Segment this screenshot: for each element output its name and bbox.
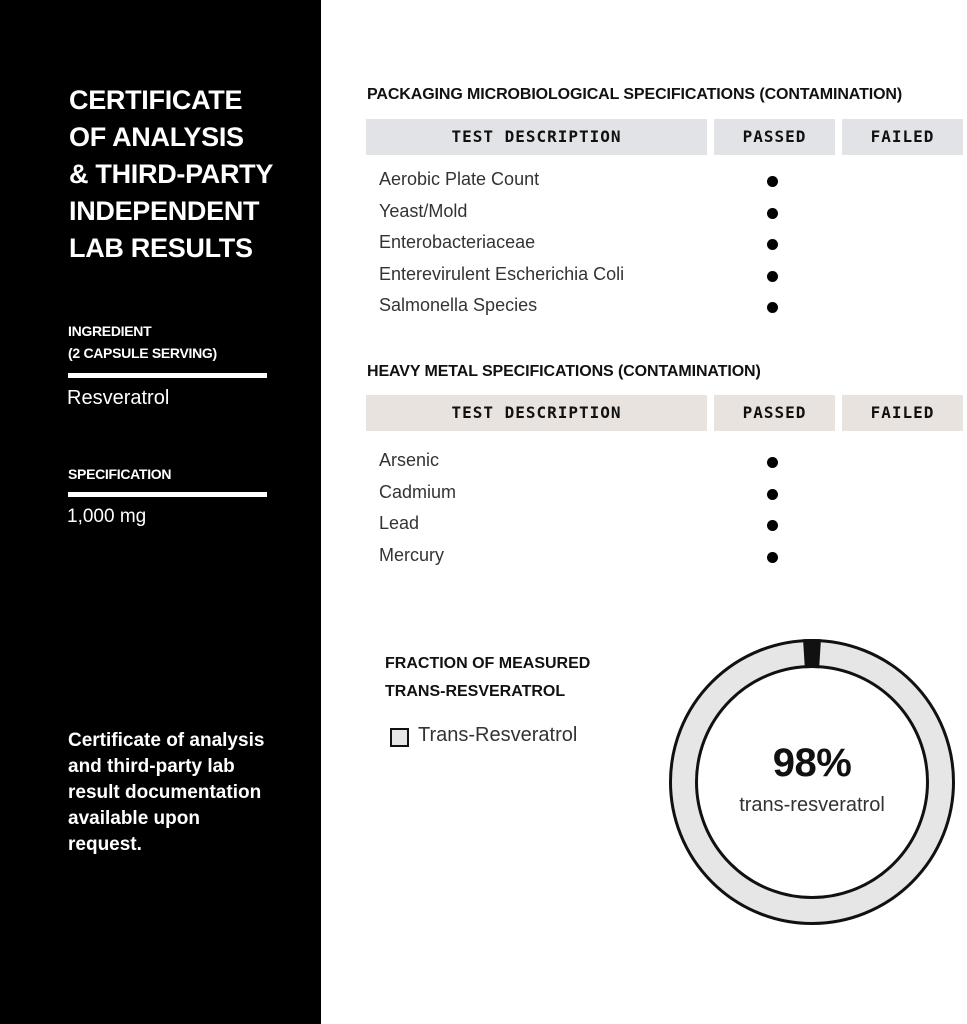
donut-caption: trans-resveratrol — [739, 794, 885, 816]
result-passed-dot — [767, 208, 778, 219]
result-passed-dot — [767, 489, 778, 500]
table-row-label: Mercury — [379, 544, 445, 565]
result-passed-dot — [767, 271, 778, 282]
specification-value: 1,000 mg — [67, 506, 147, 527]
sidebar — [0, 0, 321, 1024]
heavy-metal-section-title: HEAVY METAL SPECIFICATIONS (CONTAMINATION) — [367, 363, 761, 380]
table-row-label: Salmonella Species — [379, 295, 538, 315]
microbiological-section-title: PACKAGING MICROBIOLOGICAL SPECIFICATIONS (CONTAMINATION) — [367, 86, 903, 103]
metal-header-description: TEST DESCRIPTION — [366, 395, 707, 431]
table-row-label: Enterobacteriaceae — [379, 232, 536, 252]
fraction-title: FRACTION OF MEASURED TRANS-RESVERATROL — [385, 655, 591, 700]
specification-label: SPECIFICATION — [68, 466, 172, 482]
result-passed-dot — [767, 552, 778, 563]
table-row-label: Aerobic Plate Count — [379, 169, 540, 189]
table-row-label: Arsenic — [379, 450, 440, 470]
specification-divider — [68, 492, 267, 497]
documentation-note: Certificate of analysis and third-party lab result documentation available upon request. — [68, 730, 265, 855]
result-passed-dot — [767, 302, 778, 313]
ingredient-value: Resveratrol — [67, 387, 170, 409]
ingredient-label: INGREDIENT (2 CAPSULE SERVING) — [68, 323, 217, 361]
micro-header-description: TEST DESCRIPTION — [366, 119, 707, 155]
legend-swatch — [390, 728, 409, 747]
metal-header-passed: PASSED — [714, 395, 835, 431]
table-row-label: Enterevirulent Escherichia Coli — [379, 263, 625, 284]
metal-header-failed: FAILED — [842, 395, 963, 431]
donut-slice-remainder — [803, 639, 821, 668]
micro-header-failed: FAILED — [842, 119, 963, 155]
certificate-title: CERTIFICATE OF ANALYSIS & THIRD-PARTY INDEPENDENT LAB RESULTS — [69, 85, 274, 263]
table-row-label: Lead — [379, 513, 420, 533]
result-passed-dot — [767, 520, 778, 531]
table-row-label: Cadmium — [379, 481, 457, 502]
donut-percent-label: 98% — [772, 741, 852, 785]
micro-header-passed: PASSED — [714, 119, 835, 155]
legend-label: Trans-Resveratrol — [418, 724, 578, 746]
result-passed-dot — [767, 239, 778, 250]
ingredient-divider — [68, 373, 267, 378]
result-passed-dot — [767, 457, 778, 468]
result-passed-dot — [767, 176, 778, 187]
table-row-label: Yeast/Mold — [379, 200, 468, 221]
